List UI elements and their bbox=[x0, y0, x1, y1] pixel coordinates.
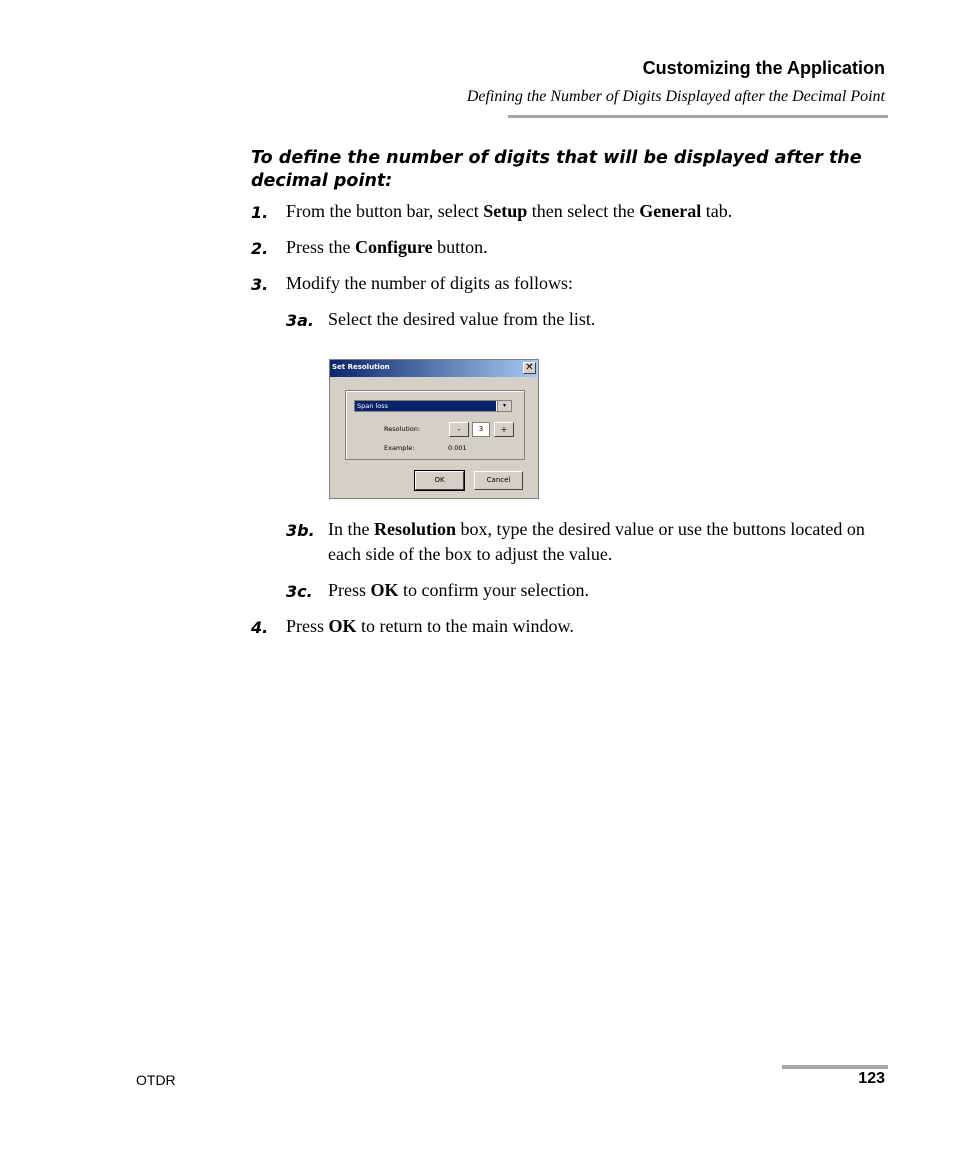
step-number: 4. bbox=[251, 618, 269, 637]
page-number: 123 bbox=[858, 1070, 885, 1087]
substep-text: Press OK to confirm your selection. bbox=[328, 580, 589, 600]
step-text: Press the Configure button. bbox=[286, 237, 488, 257]
set-resolution-dialog bbox=[329, 359, 539, 499]
close-icon[interactable]: ✕ bbox=[523, 362, 536, 374]
step-number: 1. bbox=[251, 203, 269, 222]
step-text: Modify the number of digits as follows: bbox=[286, 273, 573, 293]
header-rule bbox=[508, 115, 888, 118]
header-subtitle: Defining the Number of Digits Displayed after the Decimal Point bbox=[466, 88, 885, 105]
substep-number: 3b. bbox=[286, 521, 315, 540]
ok-button[interactable]: OK bbox=[415, 471, 464, 490]
chevron-down-icon[interactable]: ▾ bbox=[497, 401, 511, 411]
dialog-title: Set Resolution bbox=[332, 363, 390, 371]
procedure-title: To define the number of digits that will be displayed after the decimal point: bbox=[251, 148, 862, 191]
dialog-titlebar bbox=[330, 360, 538, 377]
resolution-label: Resolution: bbox=[384, 425, 421, 433]
cancel-button[interactable]: Cancel bbox=[474, 471, 523, 490]
footer-product: OTDR bbox=[136, 1072, 176, 1088]
select-value: Span loss bbox=[355, 401, 496, 411]
example-label: Example: bbox=[384, 444, 415, 452]
footer-rule bbox=[782, 1065, 888, 1069]
decrement-button[interactable]: - bbox=[449, 422, 469, 437]
measurement-select[interactable] bbox=[354, 400, 512, 412]
resolution-input[interactable]: 3 bbox=[472, 422, 490, 437]
step-number: 2. bbox=[251, 239, 269, 258]
example-value: 0.001 bbox=[448, 444, 467, 452]
step-text: From the button bar, select Setup then select the General tab. bbox=[286, 201, 733, 221]
step-number: 3. bbox=[251, 275, 269, 294]
substep-text: Select the desired value from the list. bbox=[328, 309, 596, 329]
substep-number: 3c. bbox=[286, 582, 313, 601]
step-text: Press OK to return to the main window. bbox=[286, 616, 574, 636]
header-title: Customizing the Application bbox=[642, 58, 885, 78]
increment-button[interactable]: + bbox=[494, 422, 514, 437]
substep-text: In the Resolution box, type the desired value or use the buttons located on each side of the box to adjust the value. bbox=[328, 519, 865, 564]
substep-number: 3a. bbox=[286, 311, 315, 330]
